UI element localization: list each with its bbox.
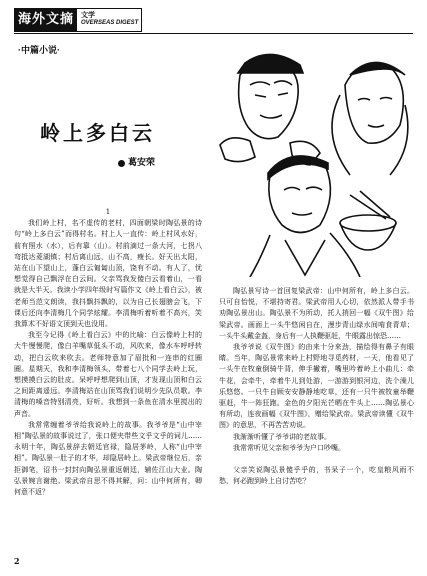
paragraph: 我们岭上村，名不虚传的老村，四面朝梁时陶弘景的诗句“岭上多白云”而得村名。村上人一直传：岭上村风水好，前有照水（水），后有靠（山）。村前滴过一条大河，七拐八弯抵达菱湖镇；村后离山远，山不高，瘦长。好天出太阳，站在山下望山上，蓬白云匍匐山顶，饶有不动。有人了，忧想觉得自己飘浮在白云间。父亲骂我发傻白云看着山，一看就是大半天。我读小学四年级时写篇作文《岭上看白云》，被老师当范文朗读，我抖飘抖飘的，以为自己长翅膀会飞，下课后还向李清梅几个同学炫耀。李清梅听着听着不高兴，笑我算术不好语文顶到天也没用。 [14,219,202,329]
paragraph: 我常常听见父亲和爷爷为户口吵嘴。 [233,443,345,452]
story-illustration [200,45,415,277]
masthead-logo [14,8,142,32]
text-column-right [219,286,414,487]
paragraph: 我至今记得《岭上看白云》中的比喻：白云像岭上村的大牛慢慢爬，像白羊嘴草低头不动，风吹来，像水车呼呼转动，把白云吹来吹去。老师特意加了眉批和一连串的红圈圈。星期天，我和李清梅领头，带着七八个同学去岭上玩，想摸摸白云的肚皮。呆呼呼想爬到山顶，才发现山顶和白云之间距离遥远。李清梅站在山顶骂我们说明少先队员歌。李清梅的嗓音特别清亮，好听。我想到一条鱼在清水里搅出的声音。 [14,331,202,418]
paragraph: 陶弘景写诗一首回复梁武帝：山中何所有，岭上多白云。只可自怡悦，不堪持寄君。梁武帝用人心切，依然派人带手书劝陶弘景出山。陶弘景不为所动，托人捎回一幅《双牛图》给梁武帝。画面上一头牛悠闲自在，漫步青山绿水间啃食青草；一头牛头戴金盔，身后有一人执鞭驱赶，牛眼露出惊恐…… [219,287,414,340]
header-rule [14,33,413,34]
author-bullet [118,160,125,167]
section-label: ·中篇小说· [18,45,60,55]
text-column-left [14,207,202,498]
paragraph: 我渐渐听懂了爷爷讲的老故事。 [233,432,331,441]
paragraph-spacer [219,454,414,465]
masthead-title: 海外文摘 [15,9,77,31]
page-number: 2 [14,556,20,566]
chapter-number: 1 [105,208,111,216]
author-name: 葛安荣 [128,157,156,167]
story-title: 岭上多白云 [40,123,155,145]
masthead-digest: OVERSEAS DIGEST [81,20,139,26]
masthead-small: 文学 [81,10,95,19]
paragraph: 父亲笑说陶弘景傻乎乎的，书呆子一个，吃皇粮风雨不愁，何必跑到岭上自讨苦吃？ [219,466,414,486]
paragraph: 我常常缠着爷爷给我说岭上的故事。我爷爷是“山中宰相”陶弘景的故事说过了，张口便夹带些文乎文乎的词儿……永明十年，陶弘景辞去朝廷官禄，隐居茅岭，人称“山中宰相”。陶弘景一肚子的才华，却隐居岭上。梁武帝继位后，亲拒御笔，诏书一封封向陶弘景重返朝廷，辅佐江山大业。陶弘景婉言谢绝。梁武帝自思不得其解，问：山中何所有，卿何意不返？ [14,420,202,497]
paragraph: 我爷爷说《双牛图》的由来十分来劲，描绘得有鼻子有眼睛。当年，陶弘景常来岭上村野地寻觅药材，一天，他看见了一头牛在牧童倒骑牛背，伸手撇着，嘴里吟着岭上小曲儿：牵牛花，会牵牛，牵着牛儿到处游，一游游到银河边，洗个澡儿乐悠悠。一只牛自顾安安静静地吃草，还有一只牛被牧童举鞭驱赶，牛一阵狂跑。金色的夕阳光芒晒在牛头上……陶弘景心有所动，连夜画幅《双牛图》，赠给梁武帝。梁武帝读懂《双牛图》的意思，不再苦苦劝说。 [219,343,414,430]
